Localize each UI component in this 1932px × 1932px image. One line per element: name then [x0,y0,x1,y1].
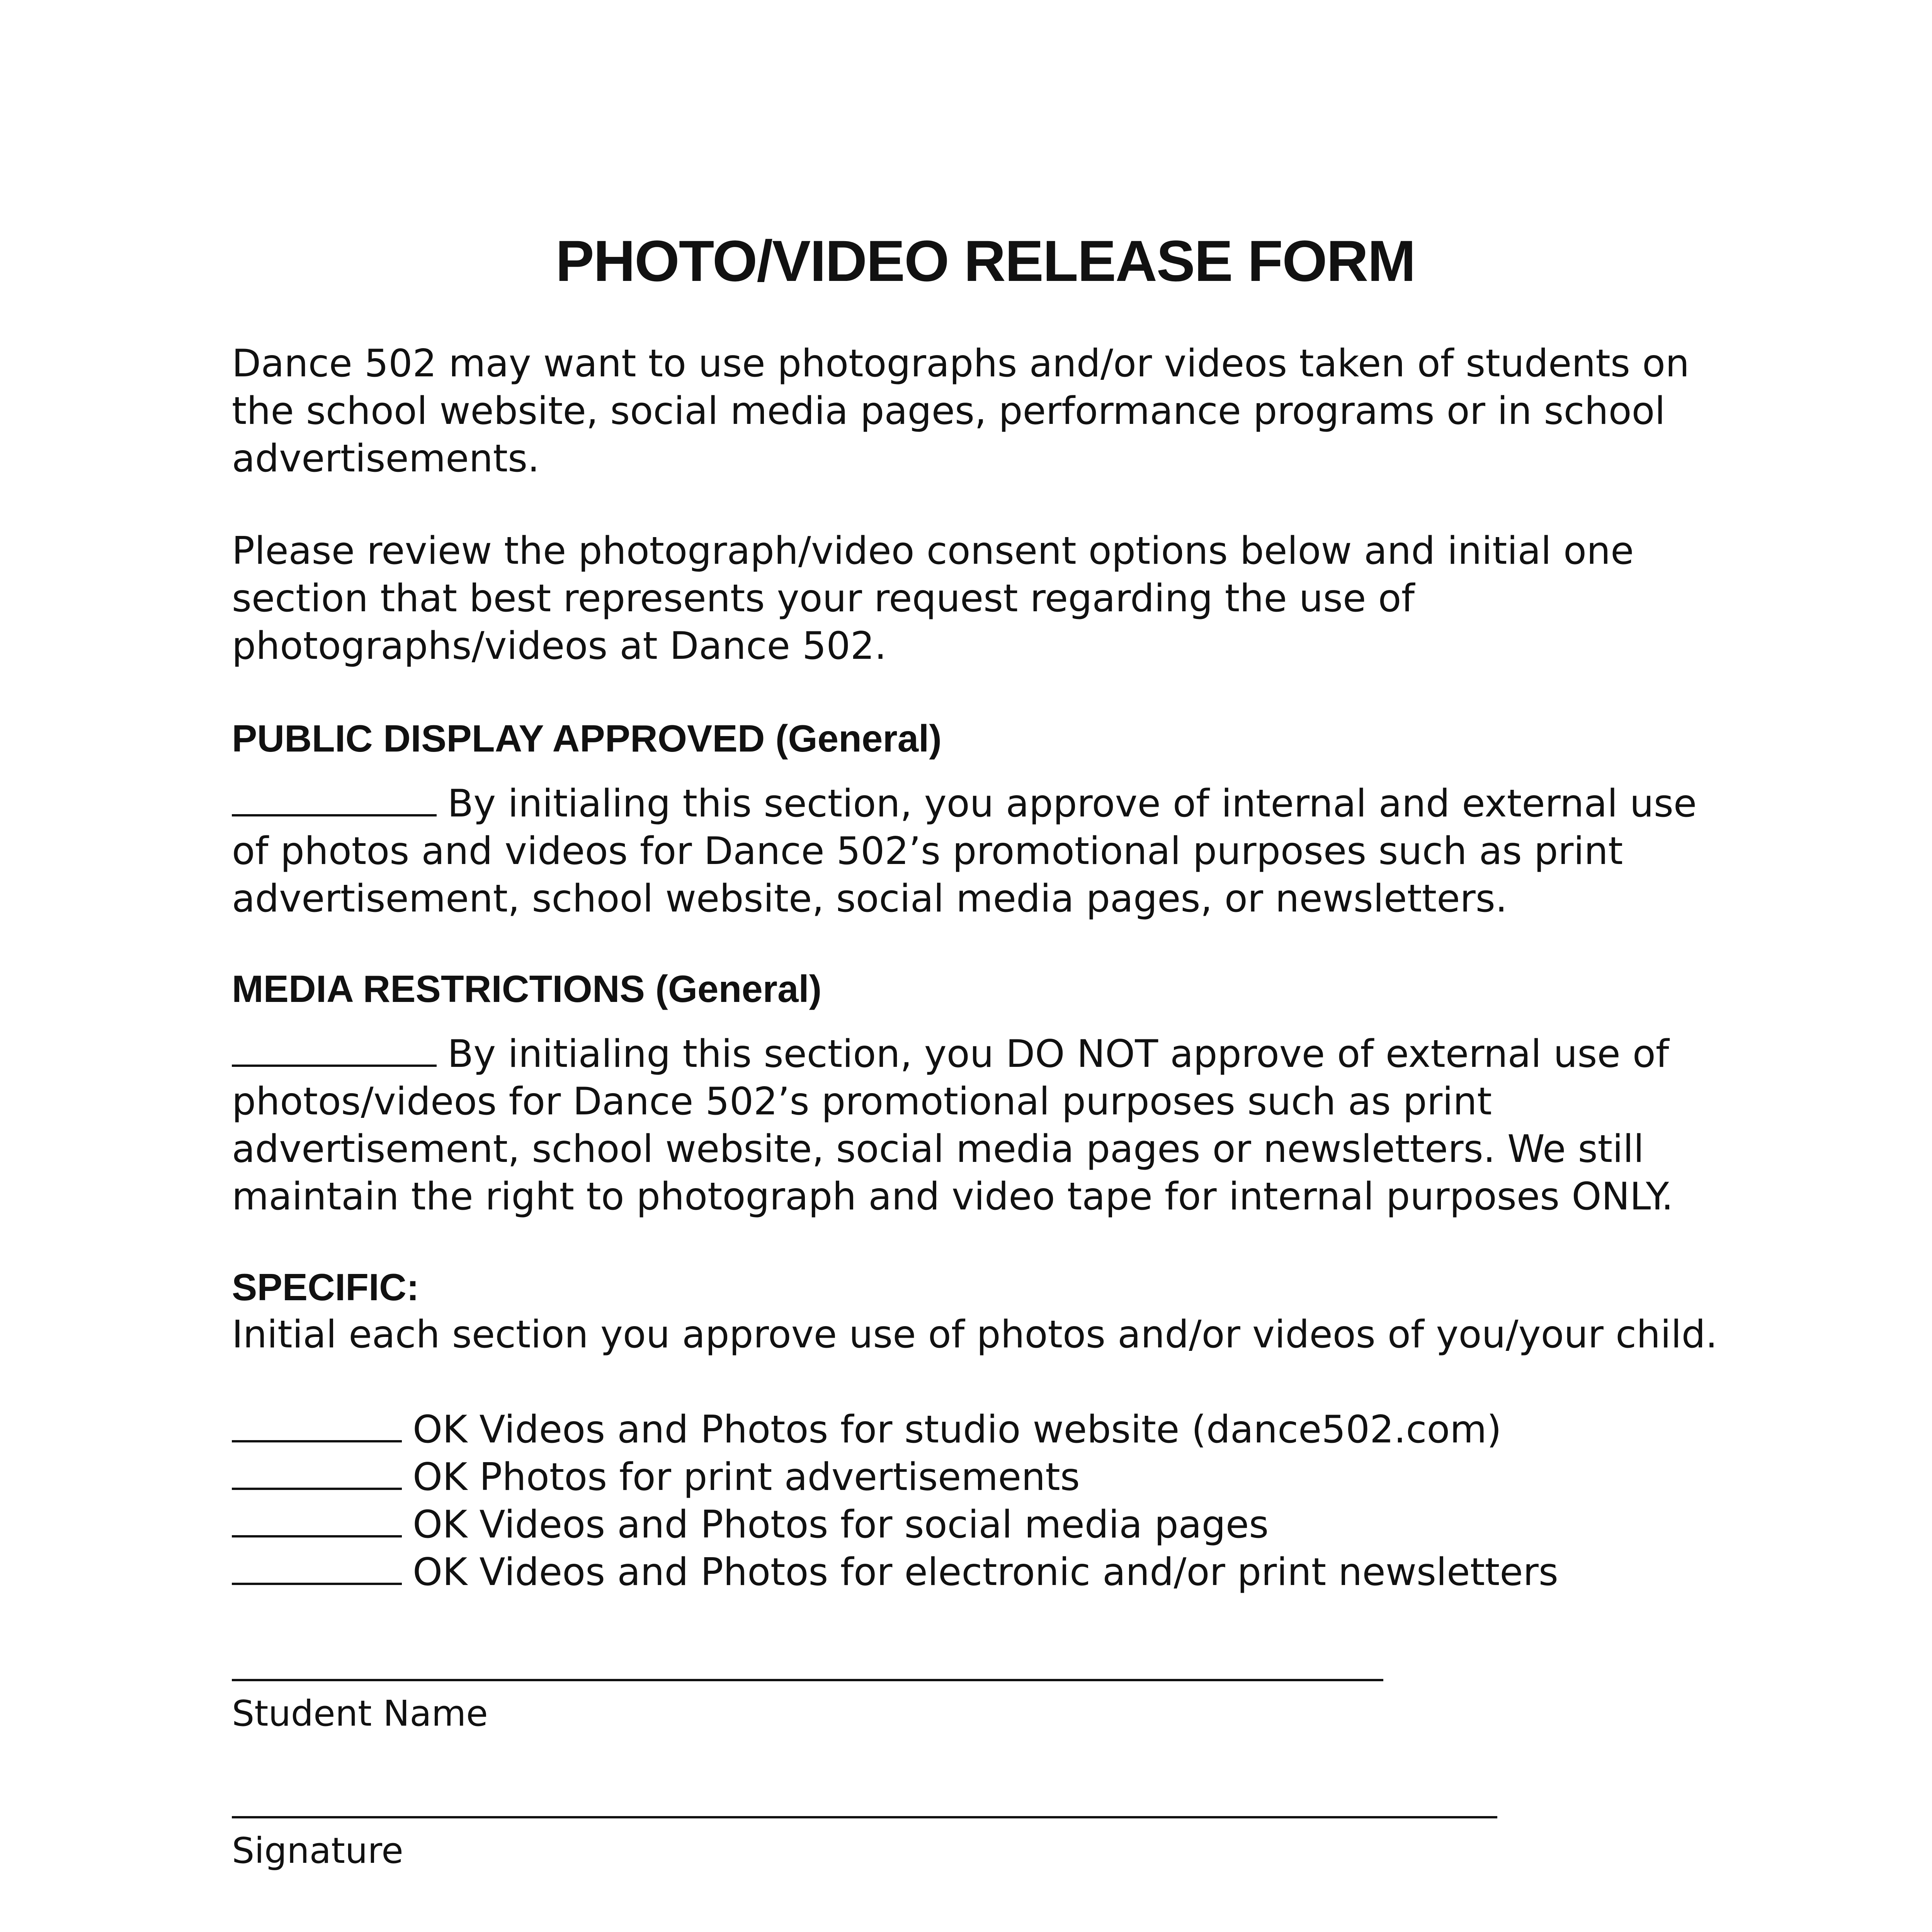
media-restrictions-initial-field[interactable] [232,1029,437,1067]
specific-item-print-ads [232,1452,1739,1501]
specific-item-social-media [232,1500,1739,1549]
specific-instruction: Initial each section you approve use of photos and/or videos of you/your child. [232,1313,1718,1357]
form-title: PHOTO/VIDEO RELEASE FORM [555,228,1415,293]
specific-heading: SPECIFIC: [232,1266,419,1308]
signature-label: Signature [232,1830,403,1871]
social-media-initial-field[interactable] [232,1500,402,1537]
media-restrictions-heading: MEDIA RESTRICTIONS (General) [232,968,822,1010]
specific-item-label: OK Videos and Photos for social media pages [413,1503,1269,1547]
public-display-heading: PUBLIC DISPLAY APPROVED (General) [232,717,942,760]
student-name-line[interactable] [232,1679,1383,1681]
student-name-label: Student Name [232,1693,488,1734]
website-initial-field[interactable] [232,1405,402,1442]
media-restrictions-section [232,1029,1739,1221]
signature-line[interactable] [232,1816,1497,1818]
intro-paragraph-2: Please review the photograph/video consent options below and initial one section that best represents your request regarding the use of photographs/videos at Dance 502. [232,529,1634,668]
media-restrictions-text: By initialing this section, you DO NOT approve of external use of photos/videos for Dance 502’s promotional purposes such as print advertisement, school website, social media pages or newsletters. We still maintain the right to photograph and video tape for internal purposes ONLY. [232,1032,1673,1219]
specific-item-label: OK Videos and Photos for studio website (dance502.com) [413,1408,1502,1452]
public-display-initial-field[interactable] [232,779,437,816]
intro-paragraph-1: Dance 502 may want to use photographs and/or videos taken of students on the school website, social media pages, performance programs or in school advertisements. [232,342,1690,481]
specific-item-website [232,1405,1739,1454]
specific-item-label: OK Videos and Photos for electronic and/or print newsletters [413,1550,1558,1594]
specific-item-newsletters [232,1547,1739,1596]
newsletters-initial-field[interactable] [232,1547,402,1585]
specific-item-label: OK Photos for print advertisements [413,1455,1080,1499]
public-display-section [232,779,1739,923]
print-ads-initial-field[interactable] [232,1452,402,1490]
public-display-text: By initialing this section, you approve of internal and external use of photos and videos for Dance 502’s promotional purposes such as print advertisement, school website, social media pages, or newsletters. [232,782,1697,921]
